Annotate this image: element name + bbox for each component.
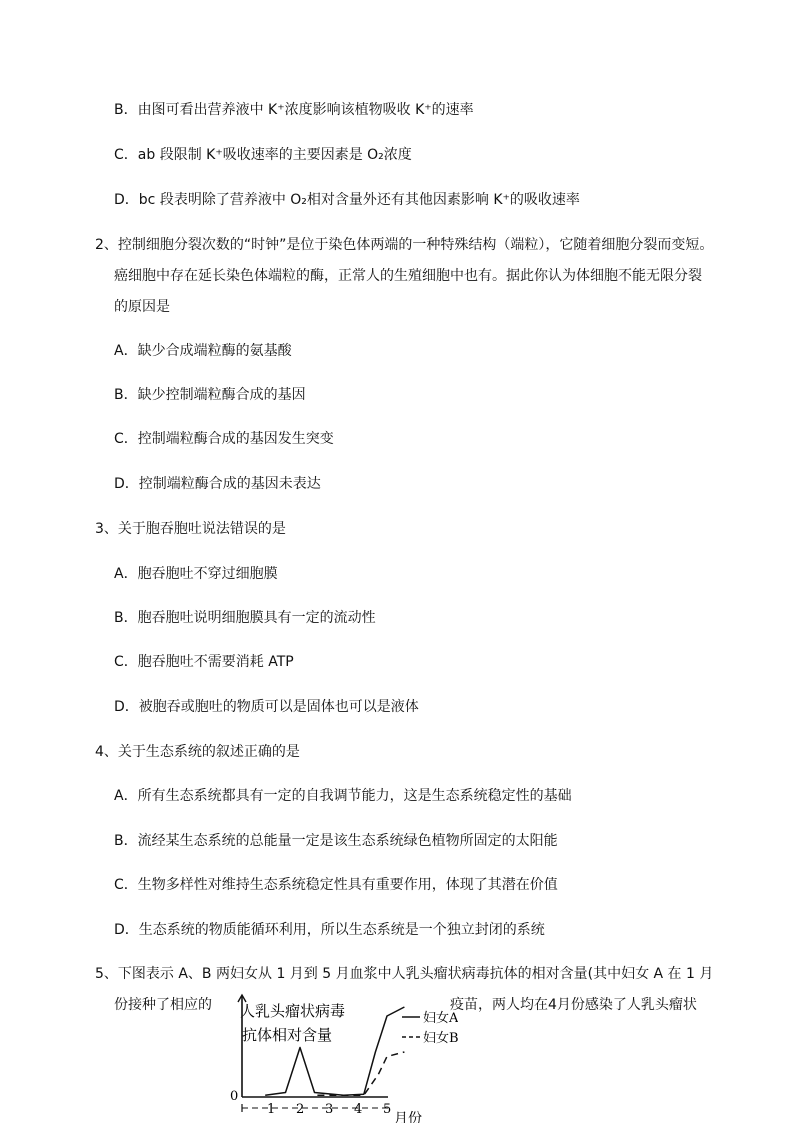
q3-stem: 3、关于胞吞胞吐说法错误的是 [95, 521, 286, 537]
q4-stem: 4、关于生态系统的叙述正确的是 [95, 744, 300, 760]
q2-option-c: C．控制端粒酶合成的基因发生突变 [114, 431, 334, 447]
chart-origin-label: 0 [230, 1089, 239, 1104]
chart-tick-label: 3 [325, 1102, 334, 1117]
antibody-chart [228, 992, 458, 1123]
q1-option-d: D．bc 段表明除了营养液中 O₂相对含量外还有其他因素影响 K⁺的吸收速率 [114, 192, 580, 208]
chart-tick-label: 1 [267, 1102, 276, 1117]
q1-option-c: C．ab 段限制 K⁺吸收速率的主要因素是 O₂浓度 [114, 147, 412, 163]
q4-option-c: C．生物多样性对维持生态系统稳定性具有重要作用，体现了其潜在价值 [114, 877, 558, 893]
q3-option-a: A．胞吞胞吐不穿过细胞膜 [114, 566, 278, 582]
chart-tick-label: 2 [296, 1102, 305, 1117]
q2-stem-line1: 2、控制细胞分裂次数的“时钟”是位于染色体两端的一种特殊结构（端粒），它随着细胞分裂而变短。 [95, 237, 714, 253]
chart-series-a [265, 1007, 404, 1095]
chart-tick-label: 5 [383, 1102, 392, 1117]
q2-option-a: A．缺少合成端粒酶的氨基酸 [114, 343, 292, 359]
q2-stem-line3: 的原因是 [114, 299, 170, 315]
antibody-chart-svg [228, 992, 458, 1123]
q5-stem-line1: 5、下图表示 A、B 两妇女从 1 月到 5 月血浆中人乳头瘤状病毒抗体的相对含量(其中妇女 A 在 1 月 [95, 966, 714, 982]
chart-ylabel-line2: 抗体相对含量 [242, 1026, 333, 1044]
legend-label-a: 妇女A [423, 1011, 458, 1026]
chart-ylabel-line1: 人乳头瘤状病毒 [240, 1002, 346, 1020]
q2-option-b: B．缺少控制端粒酶合成的基因 [114, 387, 306, 403]
q2-option-d: D．控制端粒酶合成的基因未表达 [114, 476, 321, 492]
q4-option-a: A．所有生态系统都具有一定的自我调节能力，这是生态系统稳定性的基础 [114, 788, 572, 804]
q4-option-b: B．流经某生态系统的总能量一定是该生态系统绿色植物所固定的太阳能 [114, 833, 558, 849]
q1-option-b: B．由图可看出营养液中 K⁺浓度影响该植物吸收 K⁺的速率 [114, 102, 474, 118]
q2-stem-line2: 癌细胞中存在延长染色体端粒的酶，正常人的生殖细胞中也有。据此你认为体细胞不能无限分裂 [114, 268, 702, 284]
q3-option-b: B．胞吞胞吐说明细胞膜具有一定的流动性 [114, 610, 376, 626]
chart-tick-label: 4 [354, 1102, 363, 1117]
q3-option-c: C．胞吞胞吐不需要消耗 ATP [114, 654, 294, 670]
chart-xlabel: 月份 [394, 1111, 422, 1123]
q5-stem-line2-right: 疫苗，两人均在4月份感染了人乳头瘤状 [450, 997, 697, 1013]
legend-label-b: 妇女B [423, 1031, 458, 1046]
q3-option-d: D．被胞吞或胞吐的物质可以是固体也可以是液体 [114, 699, 419, 715]
chart-series-b [317, 1052, 404, 1095]
q5-stem-line2-left: 份接种了相应的 [114, 997, 212, 1013]
q4-option-d: D．生态系统的物质能循环利用，所以生态系统是一个独立封闭的系统 [114, 922, 545, 938]
